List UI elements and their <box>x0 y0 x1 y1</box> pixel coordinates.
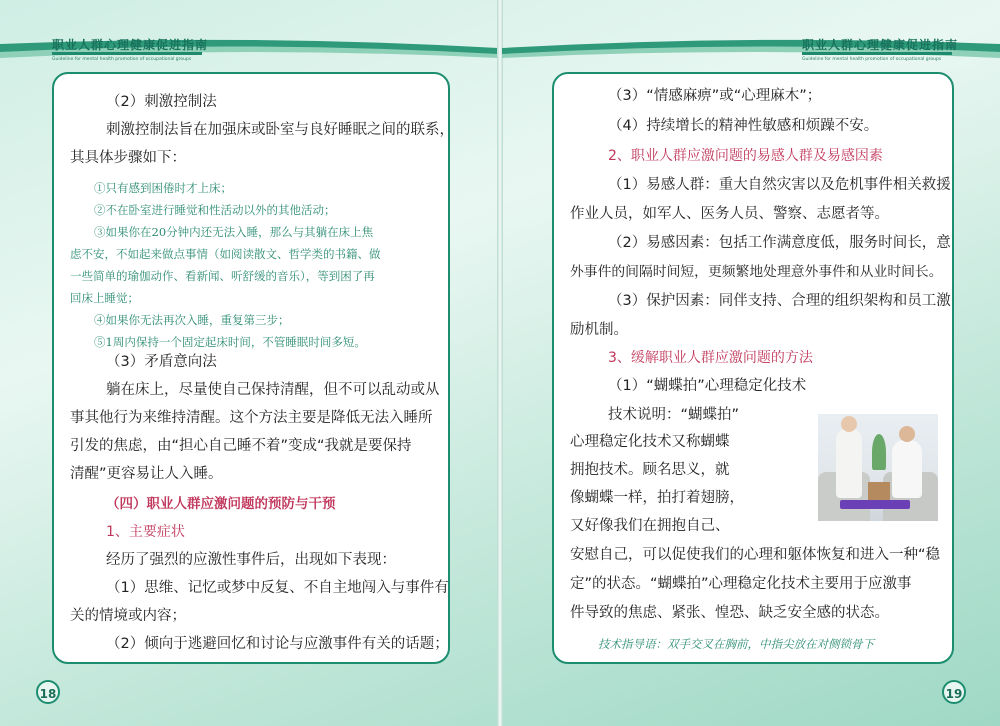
paragraph-line: 安慰自己，可以促使我们的心理和躯体恢复和进入一种“稳 <box>570 547 941 563</box>
step-item: ②不在卧室进行睡觉和性活动以外的其他活动； <box>94 203 336 217</box>
person-right <box>892 440 922 498</box>
header-title: 职业人群心理健康促进指南 <box>802 38 959 52</box>
paragraph-line: 刺激控制法旨在加强床或卧室与良好睡眠之间的联系， <box>106 122 454 138</box>
header-subtitle: Guideline for mental health promotion of occupational groups <box>52 57 192 62</box>
paragraph-line: 事其他行为来维持清醒。这个方法主要是降低无法入睡所 <box>70 410 433 426</box>
paragraph-line: 经历了强烈的应激性事件后，出现如下表现： <box>106 552 396 568</box>
subheading-stimulus-control: （2）刺激控制法 <box>106 94 217 110</box>
step-item: ①只有感到困倦时才上床； <box>94 181 232 195</box>
paragraph-line: 关的情境或内容； <box>70 608 186 624</box>
paragraph-line: （3）“情感麻痹”或“心理麻木”； <box>608 88 822 104</box>
butterfly-hug-photo <box>818 414 938 521</box>
subsection-heading: 3、缓解职业人群应激问题的方法 <box>608 350 813 366</box>
paragraph-line: （1）易感人群：重大自然灾害以及危机事件相关救援 <box>608 177 951 193</box>
page-number: 18 <box>36 680 60 704</box>
paragraph-line: 引发的焦虑，由“担心自己睡不着”变成“我就是要保持 <box>70 438 412 454</box>
video-caption-bar <box>840 500 910 509</box>
technique-title: （1）“蝴蝶拍”心理稳定化技术 <box>608 378 807 394</box>
right-content-card <box>552 72 954 664</box>
subheading-paradoxical-intention: （3）矛盾意向法 <box>106 354 217 370</box>
paragraph-line: 件导致的焦虑、紧张、惶恐、缺乏安全感的状态。 <box>570 605 889 621</box>
guidance-line: 技术指导语：双手交叉在胸前，中指尖放在对侧锁骨下 <box>598 637 874 651</box>
subsection-heading: 1、主要症状 <box>106 524 185 540</box>
paragraph-line: 外事件的间隔时间短，更频繁地处理意外事件和从业时间长。 <box>570 264 943 280</box>
paragraph-line: 作业人员，如军人、医务人员、警察、志愿者等。 <box>570 206 889 222</box>
paragraph-line: 心理稳定化技术又称蝴蝶 <box>570 434 730 450</box>
paragraph-line: 定”的状态。“蝴蝶拍”心理稳定化技术主要用于应激事 <box>570 576 912 592</box>
right-page <box>502 0 1000 726</box>
paragraph-line: 像蝴蝶一样，拍打着翅膀， <box>570 490 744 506</box>
paragraph-line: 励机制。 <box>570 322 628 338</box>
plant <box>872 434 886 470</box>
section-heading: （四）职业人群应激问题的预防与干预 <box>106 496 336 512</box>
step-item: 虑不安，不如起来做点事情（如阅读散文、哲学类的书籍、做 <box>70 247 381 261</box>
paragraph-line: （3）保护因素：同伴支持、合理的组织架构和员工激 <box>608 293 951 309</box>
step-item: ③如果你在20分钟内还无法入睡，那么与其躺在床上焦 <box>94 225 374 239</box>
paragraph-line: （2）倾向于逃避回忆和讨论与应激事件有关的话题； <box>106 636 449 652</box>
step-item: ④如果你无法再次入睡，重复第三步； <box>94 313 290 327</box>
person-left <box>836 428 862 498</box>
paragraph-line: 又好像我们在拥抱自己、 <box>570 518 730 534</box>
paragraph-line: 技术说明：“蝴蝶拍” <box>608 407 740 423</box>
paragraph-line: 其具体步骤如下： <box>70 150 186 166</box>
step-item: 回床上睡觉； <box>70 291 139 305</box>
header-subtitle: Guideline for mental health promotion of occupational groups <box>802 57 942 62</box>
step-item: 一些简单的瑜伽动作、看新闻、听舒缓的音乐），等到困了再 <box>70 269 375 283</box>
page-number: 19 <box>942 680 966 704</box>
left-page <box>0 0 498 726</box>
paragraph-line: 清醒”更容易让人入睡。 <box>70 466 223 482</box>
paragraph-line: 躺在床上，尽量使自己保持清醒，但不可以乱动或从 <box>106 382 440 398</box>
header-title: 职业人群心理健康促进指南 <box>52 38 209 52</box>
paragraph-line: （1）思维、记忆或梦中反复、不自主地闯入与事件有 <box>106 580 449 596</box>
subsection-heading: 2、职业人群应激问题的易感人群及易感因素 <box>608 148 883 164</box>
paragraph-line: 拥抱技术。顾名思义，就 <box>570 462 730 478</box>
paragraph-line: （2）易感因素：包括工作满意度低，服务时间长，意 <box>608 235 951 251</box>
step-item: ⑤1周内保持一个固定起床时间，不管睡眠时间多短。 <box>94 335 366 349</box>
left-content-card <box>52 72 454 664</box>
paragraph-line: （4）持续增长的精神性敏感和烦躁不安。 <box>608 118 879 134</box>
